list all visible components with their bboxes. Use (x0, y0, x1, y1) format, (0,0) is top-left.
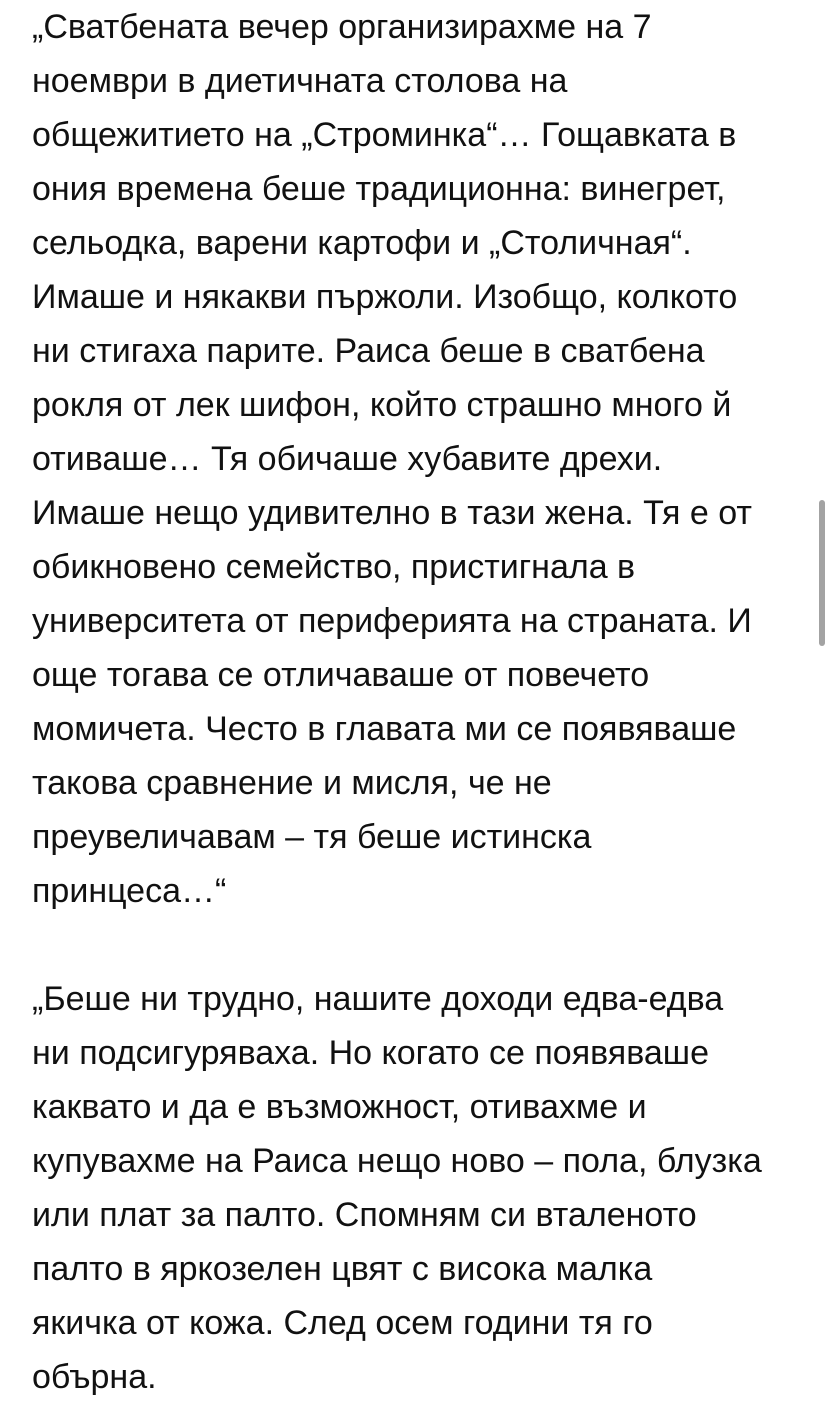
text-line: отиваше… Тя обичаше хубавите дрехи. (32, 440, 663, 478)
text-line: ноември в диетичната столова на (32, 62, 568, 100)
text-line: Имаше и някакви пържоли. Изобщо, колкото (32, 278, 738, 316)
text-line: ония времена беше традиционна: винегрет, (32, 170, 726, 208)
text-line: общежитието на „Строминка“… Гощавката в (32, 116, 737, 154)
text-line: ни подсигуряваха. Но когато се появяваше (32, 1034, 709, 1072)
vertical-scrollbar[interactable] (819, 500, 825, 646)
text-line: палто в яркозелен цвят с висока малка (32, 1250, 653, 1288)
paragraph-spacer (32, 918, 802, 972)
text-line: обърна. (32, 1358, 157, 1396)
text-line: „Беше ни трудно, нашите доходи едва-едва (32, 980, 724, 1018)
text-line: каквато и да е възможност, отивахме и (32, 1088, 647, 1126)
text-line: обикновено семейство, пристигнала в (32, 548, 636, 586)
text-line: Имаше нещо удивително в тази жена. Тя е от (32, 494, 752, 532)
text-line: принцеса…“ (32, 872, 227, 910)
paragraph-1 (32, 0, 802, 918)
text-line: якичка от кожа. След осем години тя го (32, 1304, 653, 1342)
text-line: купувахме на Раиса нещо ново – пола, блузка (32, 1142, 762, 1180)
paragraph-2 (32, 972, 802, 1406)
article-text (32, 0, 802, 1406)
text-line: такова сравнение и мисля, че не (32, 764, 552, 802)
text-line: още тогава се отличаваше от повечето (32, 656, 650, 694)
text-line: „Сватбената вечер организирахме на 7 (32, 8, 652, 46)
text-line: ни стигаха парите. Раиса беше в сватбена (32, 332, 705, 370)
text-line: сельодка, варени картофи и „Столичная“. (32, 224, 692, 262)
text-line: рокля от лек шифон, който страшно много й (32, 386, 732, 424)
text-line: или плат за палто. Спомням си вталеното (32, 1196, 697, 1234)
text-line: момичета. Често в главата ми се появяваше (32, 710, 737, 748)
text-line: преувеличавам – тя беше истинска (32, 818, 592, 856)
text-line: университета от периферията на страната. И (32, 602, 752, 640)
